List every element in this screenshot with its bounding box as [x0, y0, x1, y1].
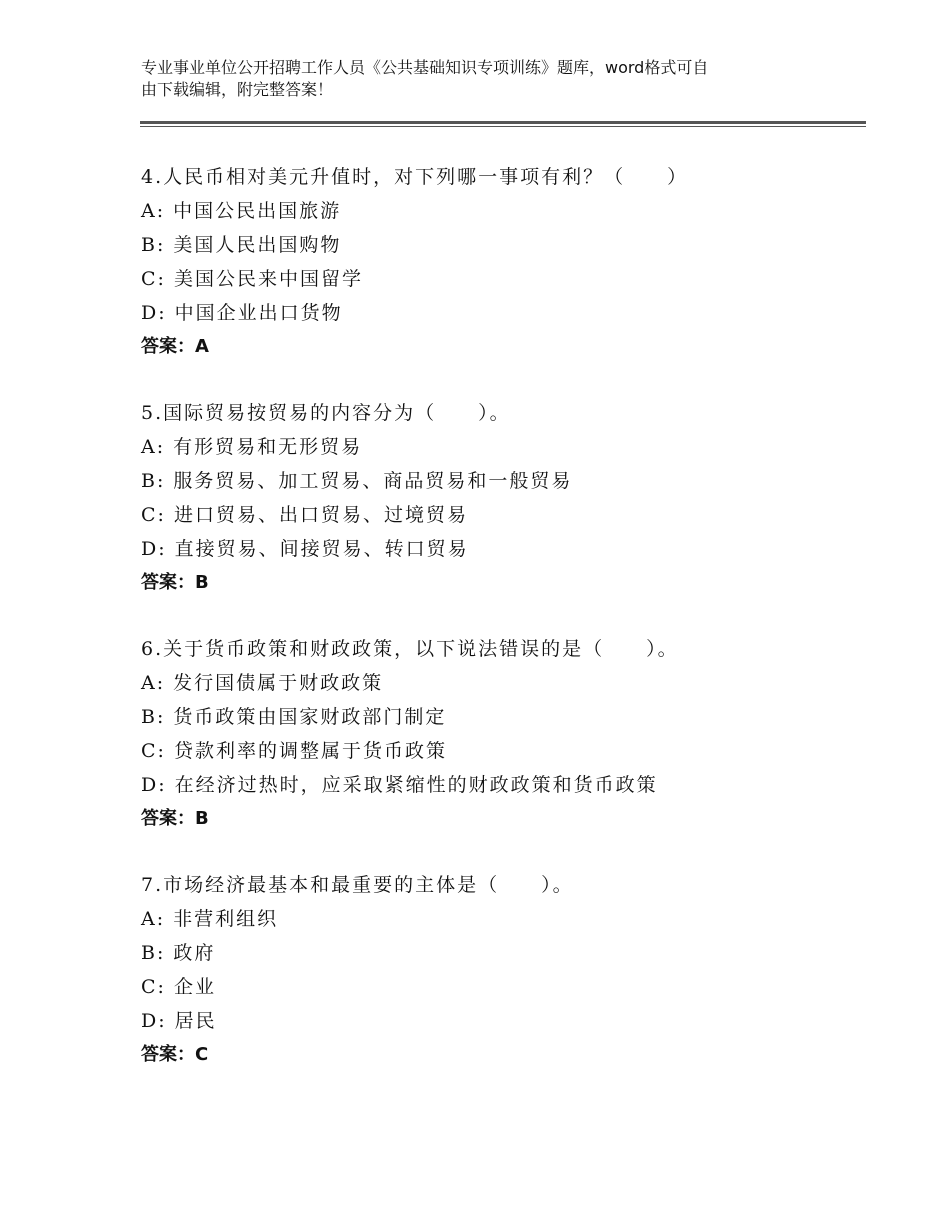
header-line-2: 由下载编辑，附完整答案！ [141, 80, 334, 99]
option-a: A: 非营利组织 [141, 908, 279, 930]
question-6 [141, 632, 866, 836]
option-b: B: 政府 [141, 942, 216, 964]
option-d: D: 居民 [141, 1010, 217, 1032]
option-b: B: 服务贸易、加工贸易、商品贸易和一般贸易 [141, 470, 573, 492]
option-d: D: 直接贸易、间接贸易、转口贸易 [141, 538, 469, 560]
option-a: A: 发行国债属于财政政策 [141, 672, 384, 694]
header-divider-thick [140, 121, 866, 124]
option-b: B: 货币政策由国家财政部门制定 [141, 706, 447, 728]
option-d: D: 中国企业出口货物 [141, 302, 343, 324]
option-c: C: 企业 [141, 976, 216, 998]
answer-label: 答案：B [141, 572, 209, 593]
option-a: A: 有形贸易和无形贸易 [141, 436, 363, 458]
question-stem: 6.关于货币政策和财政政策，以下说法错误的是（ ）。 [141, 638, 679, 660]
question-4 [141, 160, 866, 364]
answer-label: 答案：C [141, 1044, 209, 1065]
option-c: C: 贷款利率的调整属于货币政策 [141, 740, 447, 762]
question-stem: 4.人民币相对美元升值时，对下列哪一事项有利？（ ） [141, 166, 689, 188]
option-c: C: 美国公民来中国留学 [141, 268, 363, 290]
answer-label: 答案：B [141, 808, 209, 829]
header-divider-thin [140, 126, 866, 127]
answer-label: 答案：A [141, 336, 209, 357]
header-line-1: 专业事业单位公开招聘工作人员《公共基础知识专项训练》题库，word格式可自 [141, 58, 709, 77]
option-d: D: 在经济过热时，应采取紧缩性的财政政策和货币政策 [141, 774, 658, 796]
option-c: C: 进口贸易、出口贸易、过境贸易 [141, 504, 468, 526]
question-stem: 5.国际贸易按贸易的内容分为（ ）。 [141, 402, 511, 424]
question-5 [141, 396, 866, 600]
question-7 [141, 868, 866, 1072]
option-b: B: 美国人民出国购物 [141, 234, 342, 256]
question-list [141, 160, 866, 1104]
question-stem: 7.市场经济最基本和最重要的主体是（ ）。 [141, 874, 574, 896]
option-a: A: 中国公民出国旅游 [141, 200, 342, 222]
document-header [141, 57, 821, 101]
